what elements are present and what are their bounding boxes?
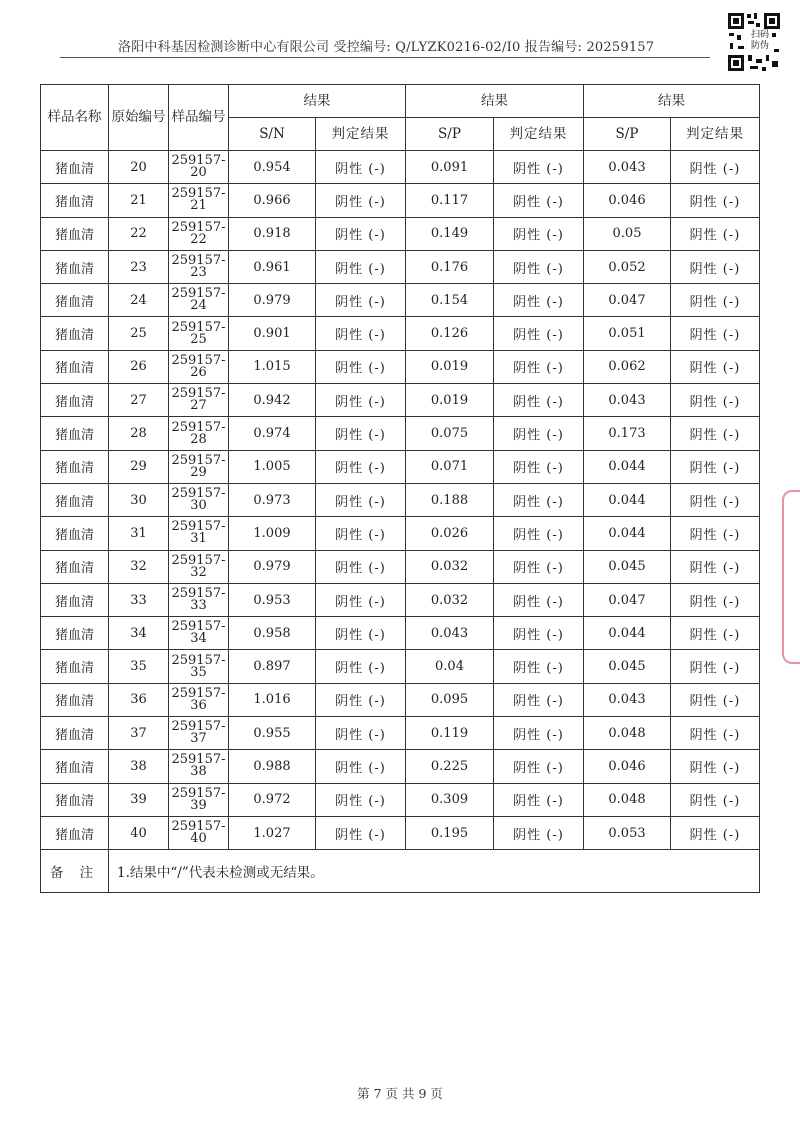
- judgement-cell: 阴性 (-): [671, 151, 760, 184]
- judgement-cell: 阴性 (-): [316, 650, 406, 683]
- original-no-cell: 20: [109, 151, 169, 184]
- judgement-cell: 阴性 (-): [494, 450, 584, 483]
- sp-value-cell: 0.046: [584, 750, 671, 783]
- sn-value-cell: 0.942: [229, 384, 316, 417]
- judgement-cell: 阴性 (-): [316, 217, 406, 250]
- judgement-cell: 阴性 (-): [316, 384, 406, 417]
- judgement-cell: 阴性 (-): [494, 583, 584, 616]
- page-number: 第 7 页 共 9 页: [357, 1086, 443, 1101]
- judgement-cell: 阴性 (-): [316, 783, 406, 816]
- judgement-cell: 阴性 (-): [316, 550, 406, 583]
- judgement-cell: 阴性 (-): [316, 417, 406, 450]
- sample-name-cell: 猪血清: [41, 217, 109, 250]
- sp-value-cell: 0.032: [406, 583, 494, 616]
- col-sn: S/N: [229, 118, 316, 151]
- header-row-1: [41, 85, 760, 118]
- sp-value-cell: 0.045: [584, 650, 671, 683]
- sample-no-cell: 259157-23: [169, 250, 229, 283]
- judgement-cell: 阴性 (-): [671, 650, 760, 683]
- col-sample-name: 样品名称: [41, 85, 109, 151]
- sp-value-cell: 0.05: [584, 217, 671, 250]
- judgement-cell: 阴性 (-): [316, 284, 406, 317]
- sample-no-cell: 259157-29: [169, 450, 229, 483]
- sample-name-cell: 猪血清: [41, 583, 109, 616]
- judgement-cell: 阴性 (-): [494, 217, 584, 250]
- judgement-cell: 阴性 (-): [494, 250, 584, 283]
- sp-value-cell: 0.195: [406, 816, 494, 849]
- sample-no-cell: 259157-30: [169, 483, 229, 516]
- judgement-cell: 阴性 (-): [671, 284, 760, 317]
- sp-value-cell: 0.04: [406, 650, 494, 683]
- sp-value-cell: 0.117: [406, 184, 494, 217]
- table-row: [41, 750, 760, 783]
- judgement-cell: 阴性 (-): [316, 350, 406, 383]
- sn-value-cell: 0.973: [229, 483, 316, 516]
- table-row: [41, 151, 760, 184]
- original-no-cell: 25: [109, 317, 169, 350]
- table-row: [41, 250, 760, 283]
- sp-value-cell: 0.046: [584, 184, 671, 217]
- sn-value-cell: 0.897: [229, 650, 316, 683]
- sp-value-cell: 0.075: [406, 417, 494, 450]
- judgement-cell: 阴性 (-): [671, 450, 760, 483]
- sp-value-cell: 0.043: [584, 384, 671, 417]
- sample-name-cell: 猪血清: [41, 750, 109, 783]
- sample-no-cell: 259157-38: [169, 750, 229, 783]
- judgement-cell: 阴性 (-): [494, 417, 584, 450]
- notes-label: 备 注: [41, 850, 109, 893]
- sp-value-cell: 0.052: [584, 250, 671, 283]
- judgement-cell: 阴性 (-): [494, 783, 584, 816]
- sp-value-cell: 0.051: [584, 317, 671, 350]
- sp-value-cell: 0.044: [584, 483, 671, 516]
- sample-name-cell: 猪血清: [41, 683, 109, 716]
- original-no-cell: 34: [109, 617, 169, 650]
- sp-value-cell: 0.225: [406, 750, 494, 783]
- sp-value-cell: 0.043: [584, 151, 671, 184]
- seal-stamp-partial: [782, 490, 800, 664]
- sp-value-cell: 0.044: [584, 617, 671, 650]
- sn-value-cell: 1.027: [229, 816, 316, 849]
- judgement-cell: 阴性 (-): [494, 384, 584, 417]
- sp-value-cell: 0.019: [406, 384, 494, 417]
- sample-no-cell: 259157-24: [169, 284, 229, 317]
- sample-no-cell: 259157-20: [169, 151, 229, 184]
- judgement-cell: 阴性 (-): [671, 750, 760, 783]
- judgement-cell: 阴性 (-): [671, 384, 760, 417]
- sp-value-cell: 0.045: [584, 550, 671, 583]
- sn-value-cell: 1.005: [229, 450, 316, 483]
- table-row: [41, 550, 760, 583]
- sample-name-cell: 猪血清: [41, 250, 109, 283]
- judgement-cell: 阴性 (-): [494, 284, 584, 317]
- original-no-cell: 24: [109, 284, 169, 317]
- judgement-cell: 阴性 (-): [671, 250, 760, 283]
- judgement-cell: 阴性 (-): [671, 717, 760, 750]
- sample-name-cell: 猪血清: [41, 617, 109, 650]
- sample-name-cell: 猪血清: [41, 384, 109, 417]
- sp-value-cell: 0.071: [406, 450, 494, 483]
- sp-value-cell: 0.062: [584, 350, 671, 383]
- col-sp-1: S/P: [406, 118, 494, 151]
- judgement-cell: 阴性 (-): [316, 617, 406, 650]
- sp-value-cell: 0.047: [584, 583, 671, 616]
- table-row: [41, 816, 760, 849]
- sample-no-cell: 259157-36: [169, 683, 229, 716]
- judgement-cell: 阴性 (-): [671, 217, 760, 250]
- table-row: [41, 783, 760, 816]
- sample-name-cell: 猪血清: [41, 450, 109, 483]
- sn-value-cell: 0.974: [229, 417, 316, 450]
- judgement-cell: 阴性 (-): [671, 816, 760, 849]
- sp-value-cell: 0.149: [406, 217, 494, 250]
- judgement-cell: 阴性 (-): [671, 783, 760, 816]
- table-row: [41, 583, 760, 616]
- col-judgement-1: 判定结果: [316, 118, 406, 151]
- col-judgement-2: 判定结果: [494, 118, 584, 151]
- sample-name-cell: 猪血清: [41, 317, 109, 350]
- sn-value-cell: 0.958: [229, 617, 316, 650]
- original-no-cell: 21: [109, 184, 169, 217]
- sample-no-cell: 259157-40: [169, 816, 229, 849]
- table-row: [41, 450, 760, 483]
- original-no-cell: 37: [109, 717, 169, 750]
- sample-no-cell: 259157-26: [169, 350, 229, 383]
- judgement-cell: 阴性 (-): [316, 151, 406, 184]
- sn-value-cell: 1.009: [229, 517, 316, 550]
- col-result-group-2: 结果: [406, 85, 584, 118]
- sample-no-cell: 259157-35: [169, 650, 229, 683]
- judgement-cell: 阴性 (-): [494, 317, 584, 350]
- judgement-cell: 阴性 (-): [494, 483, 584, 516]
- qr-anti-counterfeit-label: 扫码防伪: [748, 30, 772, 52]
- original-no-cell: 28: [109, 417, 169, 450]
- judgement-cell: 阴性 (-): [494, 683, 584, 716]
- sp-value-cell: 0.044: [584, 450, 671, 483]
- sp-value-cell: 0.053: [584, 816, 671, 849]
- judgement-cell: 阴性 (-): [494, 717, 584, 750]
- judgement-cell: 阴性 (-): [671, 317, 760, 350]
- judgement-cell: 阴性 (-): [316, 816, 406, 849]
- judgement-cell: 阴性 (-): [316, 184, 406, 217]
- judgement-cell: 阴性 (-): [671, 184, 760, 217]
- sn-value-cell: 0.979: [229, 550, 316, 583]
- sp-value-cell: 0.047: [584, 284, 671, 317]
- sp-value-cell: 0.043: [584, 683, 671, 716]
- original-no-cell: 29: [109, 450, 169, 483]
- sn-value-cell: 0.966: [229, 184, 316, 217]
- sample-no-cell: 259157-22: [169, 217, 229, 250]
- sample-name-cell: 猪血清: [41, 816, 109, 849]
- col-result-group-1: 结果: [229, 85, 406, 118]
- sample-no-cell: 259157-31: [169, 517, 229, 550]
- sample-no-cell: 259157-28: [169, 417, 229, 450]
- judgement-cell: 阴性 (-): [494, 151, 584, 184]
- sample-no-cell: 259157-27: [169, 384, 229, 417]
- judgement-cell: 阴性 (-): [494, 350, 584, 383]
- judgement-cell: 阴性 (-): [494, 650, 584, 683]
- table-row: [41, 517, 760, 550]
- col-sp-2: S/P: [584, 118, 671, 151]
- judgement-cell: 阴性 (-): [316, 450, 406, 483]
- sn-value-cell: 0.918: [229, 217, 316, 250]
- judgement-cell: 阴性 (-): [316, 250, 406, 283]
- sample-name-cell: 猪血清: [41, 717, 109, 750]
- sp-value-cell: 0.095: [406, 683, 494, 716]
- judgement-cell: 阴性 (-): [316, 717, 406, 750]
- sample-no-cell: 259157-33: [169, 583, 229, 616]
- table-row: [41, 717, 760, 750]
- sp-value-cell: 0.019: [406, 350, 494, 383]
- judgement-cell: 阴性 (-): [671, 483, 760, 516]
- judgement-cell: 阴性 (-): [671, 583, 760, 616]
- judgement-cell: 阴性 (-): [316, 483, 406, 516]
- sample-no-cell: 259157-32: [169, 550, 229, 583]
- original-no-cell: 35: [109, 650, 169, 683]
- sp-value-cell: 0.188: [406, 483, 494, 516]
- sn-value-cell: 0.961: [229, 250, 316, 283]
- sp-value-cell: 0.119: [406, 717, 494, 750]
- judgement-cell: 阴性 (-): [671, 517, 760, 550]
- table-row: [41, 650, 760, 683]
- sample-name-cell: 猪血清: [41, 517, 109, 550]
- report-header: 洛阳中科基因检测诊断中心有限公司 受控编号: Q/LYZK0216-02/I0 报告编号: 20259157: [118, 40, 655, 55]
- judgement-cell: 阴性 (-): [316, 517, 406, 550]
- sn-value-cell: 0.953: [229, 583, 316, 616]
- original-no-cell: 23: [109, 250, 169, 283]
- original-no-cell: 40: [109, 816, 169, 849]
- judgement-cell: 阴性 (-): [316, 683, 406, 716]
- sn-value-cell: 1.016: [229, 683, 316, 716]
- judgement-cell: 阴性 (-): [316, 317, 406, 350]
- sp-value-cell: 0.044: [584, 517, 671, 550]
- sp-value-cell: 0.154: [406, 284, 494, 317]
- table-row: [41, 384, 760, 417]
- original-no-cell: 22: [109, 217, 169, 250]
- col-original-no: 原始编号: [109, 85, 169, 151]
- sample-no-cell: 259157-34: [169, 617, 229, 650]
- sn-value-cell: 1.015: [229, 350, 316, 383]
- notes-text: 1.结果中“/”代表未检测或无结果。: [109, 850, 760, 893]
- sn-value-cell: 0.955: [229, 717, 316, 750]
- judgement-cell: 阴性 (-): [494, 816, 584, 849]
- table-row: [41, 417, 760, 450]
- sample-name-cell: 猪血清: [41, 783, 109, 816]
- sample-name-cell: 猪血清: [41, 417, 109, 450]
- header-divider: [60, 57, 710, 58]
- judgement-cell: 阴性 (-): [494, 617, 584, 650]
- sp-value-cell: 0.026: [406, 517, 494, 550]
- notes-row: [41, 850, 760, 893]
- judgement-cell: 阴性 (-): [494, 550, 584, 583]
- judgement-cell: 阴性 (-): [316, 750, 406, 783]
- original-no-cell: 32: [109, 550, 169, 583]
- col-result-group-3: 结果: [584, 85, 760, 118]
- col-sample-no: 样品编号: [169, 85, 229, 151]
- sn-value-cell: 0.901: [229, 317, 316, 350]
- table-row: [41, 350, 760, 383]
- sn-value-cell: 0.979: [229, 284, 316, 317]
- sample-no-cell: 259157-21: [169, 184, 229, 217]
- table-row: [41, 683, 760, 716]
- sample-name-cell: 猪血清: [41, 184, 109, 217]
- sample-name-cell: 猪血清: [41, 550, 109, 583]
- original-no-cell: 30: [109, 483, 169, 516]
- judgement-cell: 阴性 (-): [316, 583, 406, 616]
- original-no-cell: 31: [109, 517, 169, 550]
- sample-no-cell: 259157-25: [169, 317, 229, 350]
- sample-name-cell: 猪血清: [41, 483, 109, 516]
- sample-name-cell: 猪血清: [41, 151, 109, 184]
- sp-value-cell: 0.048: [584, 783, 671, 816]
- sp-value-cell: 0.126: [406, 317, 494, 350]
- sample-name-cell: 猪血清: [41, 350, 109, 383]
- sp-value-cell: 0.043: [406, 617, 494, 650]
- judgement-cell: 阴性 (-): [671, 350, 760, 383]
- sn-value-cell: 0.954: [229, 151, 316, 184]
- judgement-cell: 阴性 (-): [671, 550, 760, 583]
- sn-value-cell: 0.972: [229, 783, 316, 816]
- judgement-cell: 阴性 (-): [671, 417, 760, 450]
- sp-value-cell: 0.173: [584, 417, 671, 450]
- original-no-cell: 38: [109, 750, 169, 783]
- table-row: [41, 217, 760, 250]
- sp-value-cell: 0.048: [584, 717, 671, 750]
- judgement-cell: 阴性 (-): [671, 617, 760, 650]
- sp-value-cell: 0.032: [406, 550, 494, 583]
- sample-no-cell: 259157-37: [169, 717, 229, 750]
- sample-no-cell: 259157-39: [169, 783, 229, 816]
- table-row: [41, 184, 760, 217]
- original-no-cell: 27: [109, 384, 169, 417]
- sp-value-cell: 0.091: [406, 151, 494, 184]
- sp-value-cell: 0.176: [406, 250, 494, 283]
- table-row: [41, 617, 760, 650]
- table-row: [41, 483, 760, 516]
- judgement-cell: 阴性 (-): [494, 750, 584, 783]
- sample-name-cell: 猪血清: [41, 650, 109, 683]
- judgement-cell: 阴性 (-): [494, 184, 584, 217]
- sp-value-cell: 0.309: [406, 783, 494, 816]
- original-no-cell: 39: [109, 783, 169, 816]
- table-row: [41, 317, 760, 350]
- col-judgement-3: 判定结果: [671, 118, 760, 151]
- judgement-cell: 阴性 (-): [671, 683, 760, 716]
- sn-value-cell: 0.988: [229, 750, 316, 783]
- original-no-cell: 26: [109, 350, 169, 383]
- sample-name-cell: 猪血清: [41, 284, 109, 317]
- original-no-cell: 33: [109, 583, 169, 616]
- judgement-cell: 阴性 (-): [494, 517, 584, 550]
- results-table: [40, 84, 760, 893]
- original-no-cell: 36: [109, 683, 169, 716]
- table-row: [41, 284, 760, 317]
